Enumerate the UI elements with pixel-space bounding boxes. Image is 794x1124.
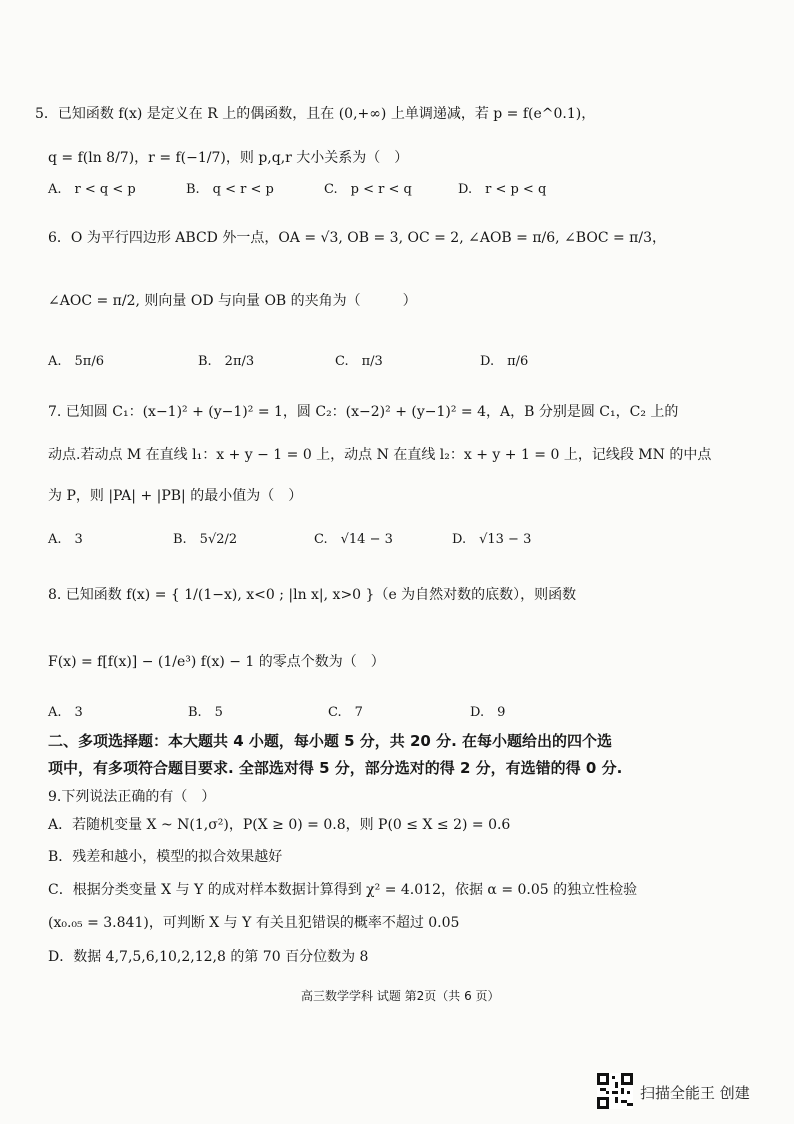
- q8-option-a: A. 3: [48, 705, 83, 720]
- q5-option-a: A. r < q < p: [48, 182, 136, 197]
- q8-option-c: C. 7: [328, 705, 363, 720]
- section2-line2: 项中，有多项符合题目要求. 全部选对得 5 分，部分选对的得 2 分，有选错的得 0 分.: [48, 759, 623, 777]
- q9-option-d: D．数据 4,7,5,6,10,2,12,8 的第 70 百分位数为 8: [48, 949, 369, 965]
- q6-options: [48, 352, 748, 374]
- q8-line2: F(x) = f[f(x)] − (1/e³) f(x) − 1 的零点个数为（ ）: [48, 654, 385, 670]
- q6-option-d: D. π/6: [480, 354, 529, 369]
- q8-option-b: B. 5: [188, 705, 223, 720]
- q7-line3: 为 P，则 |PA| + |PB| 的最小值为（ ）: [48, 488, 303, 504]
- q6-option-c: C. π/3: [335, 354, 383, 369]
- q5-option-b: B. q < r < p: [186, 182, 274, 197]
- q6-line2: ∠AOC = π/2, 则向量 OD 与向量 OB 的夹角为（ ）: [48, 293, 417, 309]
- q9-option-c-line1: C．根据分类变量 X 与 Y 的成对样本数据计算得到 χ² = 4.012，依据 α = 0.05 的独立性检验: [48, 882, 638, 898]
- q7-line2: 动点.若动点 M 在直线 l₁：x + y − 1 = 0 上，动点 N 在直线 l₂：x + y + 1 = 0 上，记线段 MN 的中点: [48, 447, 712, 463]
- q5-option-c: C. p < r < q: [324, 182, 412, 197]
- q5-option-d: D. r < p < q: [458, 182, 547, 197]
- q5-options: [48, 180, 748, 202]
- q7-line1: 7. 已知圆 C₁：(x−1)² + (y−1)² = 1，圆 C₂：(x−2)² + (y−1)² = 4，A，B 分别是圆 C₁，C₂ 上的: [48, 404, 679, 420]
- q5-line2: q = f(ln 8/7)，r = f(−1/7)，则 p,q,r 大小关系为（ ）: [48, 150, 409, 166]
- q7-option-b: B. 5√2/2: [173, 532, 238, 547]
- q6-option-a: A. 5π/6: [48, 354, 104, 369]
- q9-option-a: A．若随机变量 X ~ N(1,σ²)，P(X ≥ 0) = 0.8，则 P(0 ≤ X ≤ 2) = 0.6: [48, 817, 511, 833]
- section2-line1: 二、多项选择题：本大题共 4 小题，每小题 5 分，共 20 分. 在每小题给出的四个选: [48, 732, 613, 750]
- page-footer: 高三数学学科 试题 第2页（共 6 页）: [301, 989, 500, 1003]
- q7-option-d: D. √13 − 3: [452, 532, 532, 547]
- q9-option-b: B．残差和越小，模型的拟合效果越好: [48, 849, 283, 865]
- q6-line1: 6．O 为平行四边形 ABCD 外一点，OA = √3, OB = 3, OC = 2, ∠AOB = π/6, ∠BOC = π/3，: [48, 230, 666, 246]
- q5-line1: 5．已知函数 f(x) 是定义在 R 上的偶函数，且在 (0,+∞) 上单调递减，若 p = f(e^0.1)，: [35, 106, 596, 122]
- q8-options: [48, 703, 748, 725]
- q8-option-d: D. 9: [470, 705, 506, 720]
- q9-stem: 9.下列说法正确的有（ ）: [48, 789, 216, 805]
- q7-option-c: C. √14 − 3: [314, 532, 393, 547]
- q7-options: [48, 530, 748, 552]
- q9-option-c-line2: (x₀.₀₅ = 3.841)，可判断 X 与 Y 有关且犯错误的概率不超过 0.05: [48, 915, 460, 931]
- scanner-watermark: 扫描全能王 创建: [640, 1084, 750, 1102]
- q6-option-b: B. 2π/3: [198, 354, 255, 369]
- q8-line1: 8. 已知函数 f(x) = { 1/(1−x), x<0 ; |ln x|, x>0 }（e 为自然对数的底数），则函数: [48, 587, 577, 603]
- q7-option-a: A. 3: [48, 532, 83, 547]
- qr-code-icon: [597, 1073, 633, 1109]
